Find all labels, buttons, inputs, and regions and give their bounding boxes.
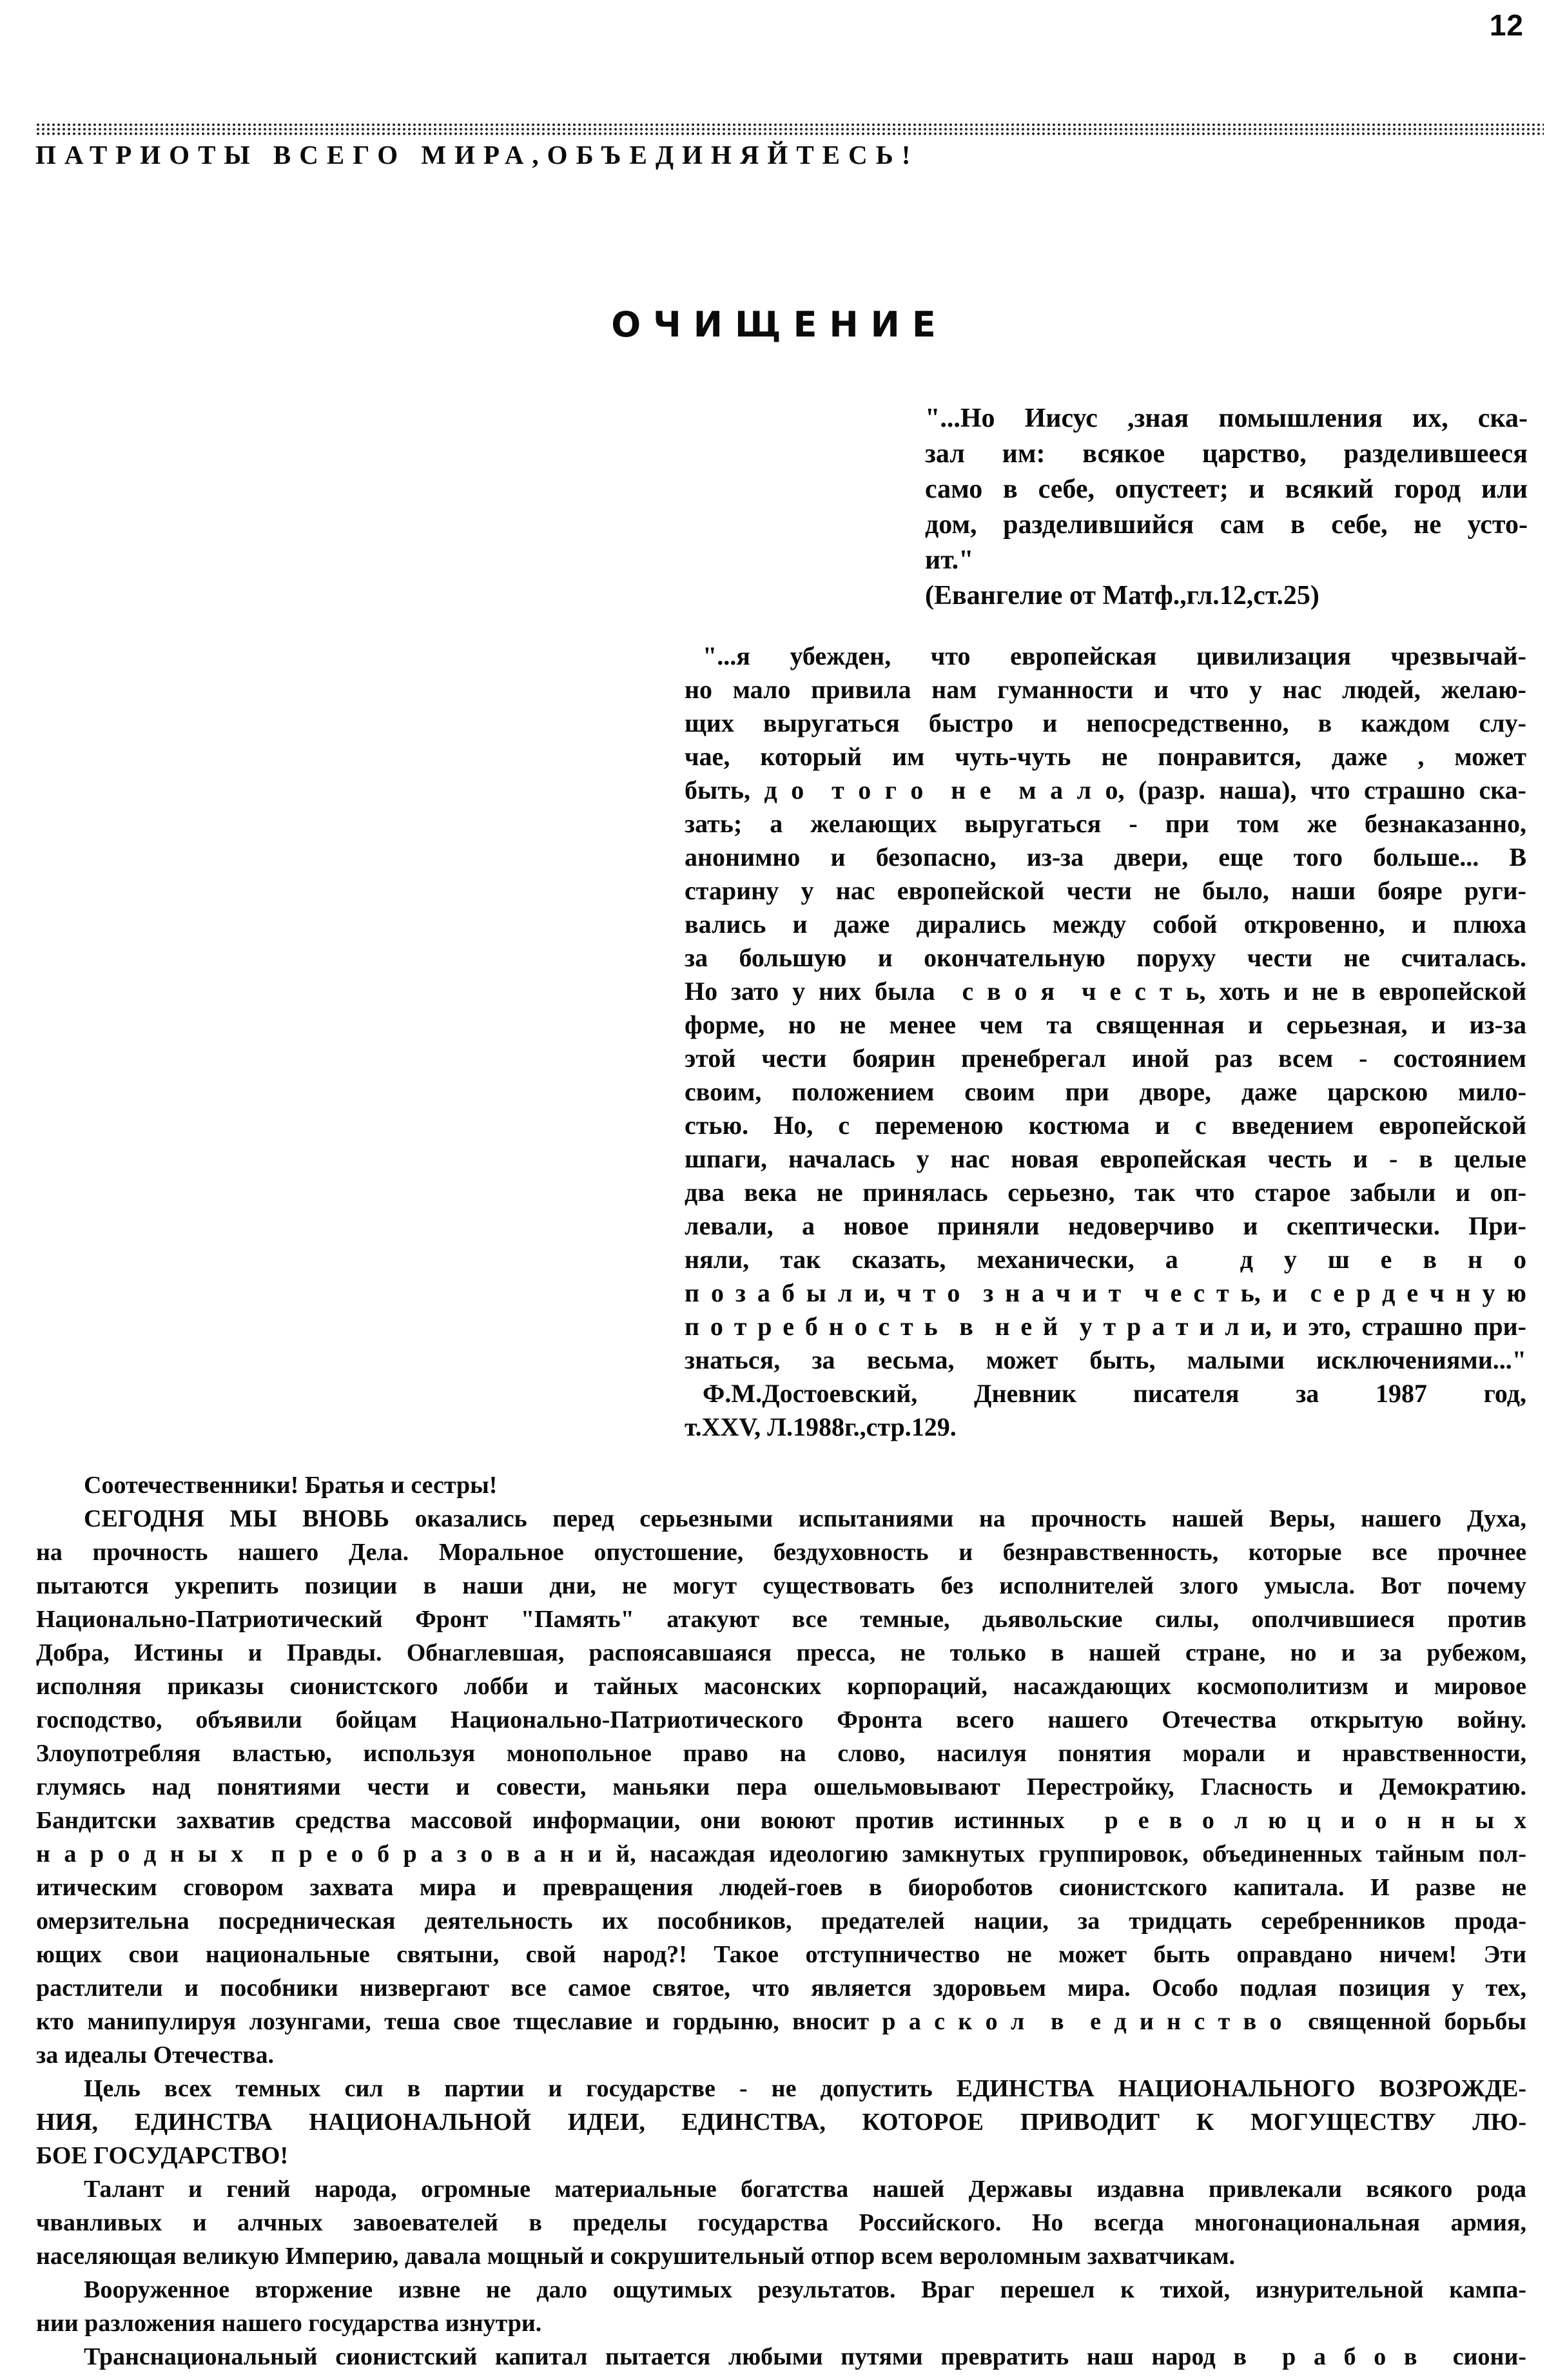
text-line: СЕГОДНЯ МЫ ВНОВЬ оказались перед серьезными испытаниями на прочность нашей Веры, нашего Духа, bbox=[84, 1505, 1526, 1532]
text-line: омерзительна посредническая деятельность их пособников, предателей нации, за тридцать серебренников прода- bbox=[36, 1907, 1526, 1935]
text-line: форме, но не менее чем та священная и серьезная, и из-за bbox=[685, 1010, 1526, 1039]
text-line: т.XXV, Л.1988г.,стр.129. bbox=[685, 1412, 957, 1441]
gospel-epigraph bbox=[925, 401, 1528, 614]
text-line: Добра, Истины и Правды. Обнаглевшая, распоясавшаяся пресса, не только в нашей стране, но и за рубежом, bbox=[36, 1639, 1526, 1666]
text-line: Национально-Патриотический Фронт "Память" атакуют все темные, дьявольские силы, ополчившиеся против bbox=[36, 1606, 1526, 1633]
text-line: шпаги, началась у нас новая европейская честь и - в целые bbox=[685, 1144, 1526, 1173]
text-line: знаться, за весьма, может быть, малыми исключениями..." bbox=[685, 1345, 1526, 1374]
text-line: господство, объявили бойцам Национально-Патриотического Фронта всего нашего Отечества открытую войну. bbox=[36, 1706, 1526, 1733]
text-line: за идеалы Отечества. bbox=[36, 2042, 275, 2069]
text-line: Злоупотребляя властью, используя монопольное право на слово, насилуя понятия морали и нравственности, bbox=[36, 1740, 1526, 1767]
text-line: Соотечественники! Братья и сестры! bbox=[84, 1472, 498, 1499]
text-line: "...я убежден, что европейская цивилизация чрезвычай- bbox=[703, 641, 1526, 670]
text-line: п о т р е б н о с т ь в н е й у т р а т и л и, и это, страшно при- bbox=[685, 1312, 1526, 1341]
text-line: НИЯ, ЕДИНСТВА НАЦИОНАЛЬНОЙ ИДЕИ, ЕДИНСТВА, КОТОРОЕ ПРИВОДИТ К МОГУЩЕСТВУ ЛЮ- bbox=[36, 2109, 1526, 2136]
text-line: но мало привила нам гуманности и что у нас людей, желаю- bbox=[685, 675, 1526, 704]
text-line: Ф.М.Достоевский, Дневник писателя за 1987 год, bbox=[703, 1379, 1526, 1408]
text-line: два века не принялась серьезно, так что старое забыли и оп- bbox=[685, 1178, 1526, 1207]
text-line: пытаются укрепить позиции в наши дни, не могут существовать без исполнителей злого умысла. Вот почему bbox=[36, 1572, 1526, 1599]
text-line: исполняя приказы сионистского лобби и тайных масонских корпораций, насаждающих космополитизм и мировое bbox=[36, 1673, 1526, 1700]
text-line: Транснациональный сионистский капитал пытается любыми путями превратить наш народ в р а б о в сиони- bbox=[84, 2343, 1526, 2370]
text-line: зать; а желающих выругаться - при том же безнаказанно, bbox=[685, 809, 1526, 838]
text-line: зал им: всякое царство, разделившееся bbox=[925, 439, 1528, 469]
text-line: Но зато у них была с в о я ч е с т ь, хоть и не в европейской bbox=[685, 977, 1526, 1006]
dostoevsky-epigraph bbox=[685, 639, 1526, 1444]
text-line: растлители и пособники низвергают все самое святое, что является здоровьем мира. Особо подлая позиция у тех, bbox=[36, 1975, 1526, 2002]
text-line: этой чести боярин пренебрегал иной раз всем - состоянием bbox=[685, 1044, 1526, 1073]
text-line: быть, д о т о г о н е м а л о, (разр. наша), что страшно ска- bbox=[685, 775, 1526, 805]
text-line: нии разложения нашего государства изнутри. bbox=[36, 2310, 542, 2337]
text-line: на прочность нашего Дела. Моральное опустошение, бездуховность и безнравственность, которые все прочнее bbox=[36, 1539, 1526, 1566]
text-line: стью. Но, с переменою костюма и с введением европейской bbox=[685, 1111, 1526, 1140]
text-line: Бандитски захватив средства массовой информации, они воюют против истинных р е в о л ю ц и о н н ы х bbox=[36, 1807, 1526, 1834]
text-line: "...Но Иисус ,зная помышления их, ска- bbox=[925, 404, 1528, 433]
text-line: чванливых и алчных завоевателей в пределы государства Российского. Но всегда многонациональная армия, bbox=[36, 2209, 1526, 2236]
text-line: Вооруженное вторжение извне не дало ощутимых результатов. Враг перешел к тихой, изнурительной кампа- bbox=[84, 2276, 1526, 2303]
page-number: 12 bbox=[1489, 8, 1524, 42]
text-line: своим, положением своим при дворе, даже царскою мило- bbox=[685, 1077, 1526, 1106]
text-line: (Евангелие от Матф.,гл.12,ст.25) bbox=[925, 581, 1319, 610]
text-line: няли, так сказать, механически, а д у ш е в н о bbox=[685, 1245, 1526, 1274]
header-slogan: ПАТРИОТЫ ВСЕГО МИРА,ОБЪЕДИНЯЙТЕСЬ! bbox=[35, 140, 919, 170]
text-line: населяющая великую Империю, давала мощный и сокрушительный отпор всем вероломным захватчикам. bbox=[36, 2243, 1236, 2270]
text-line: само в себе, опустеет; и всякий город или bbox=[925, 474, 1528, 504]
text-line: кто манипулируя лозунгами, теша свое тщеславие и гордыню, вносит р а с к о л в е д и н с т в о священной борьбы bbox=[36, 2008, 1526, 2035]
body-text bbox=[36, 1468, 1526, 2374]
text-line: н а р о д н ы х п р е о б р а з о в а н и й, насаждая идеологию замкнутых группировок, объединенных тайным пол- bbox=[36, 1840, 1526, 1868]
text-line: ит." bbox=[925, 545, 974, 575]
text-line: анонимно и безопасно, из-за двери, еще того больше... В bbox=[685, 843, 1526, 872]
text-line: щих выругаться быстро и непосредственно, в каждом слу- bbox=[685, 708, 1526, 737]
text-line: левали, а новое приняли недоверчиво и скептически. При- bbox=[685, 1211, 1526, 1240]
text-line: п о з а б ы л и, ч т о з н а ч и т ч е с т ь, и с е р д е ч н у ю bbox=[685, 1278, 1526, 1307]
text-line: за большую и окончательную поруху чести не считалась. bbox=[685, 943, 1526, 972]
text-line: глумясь над понятиями чести и совести, маньяки пера ошельмовывают Перестройку, Гласность и Демократию. bbox=[36, 1773, 1526, 1800]
article-title: ОЧИЩЕНИЕ bbox=[611, 304, 948, 345]
text-line: ющих свои национальные святыни, свой народ?! Такое отступничество не может быть оправдано ничем! Эти bbox=[36, 1941, 1526, 1968]
text-line: дом, разделившийся сам в себе, не усто- bbox=[925, 510, 1528, 540]
text-line: Цель всех темных сил в партии и государстве - не допустить ЕДИНСТВА НАЦИОНАЛЬНОГО ВОЗРОЖДЕ- bbox=[84, 2075, 1526, 2102]
text-line: Талант и гений народа, огромные материальные богатства нашей Державы издавна привлекали всякого рода bbox=[84, 2176, 1526, 2203]
text-line: старину у нас европейской чести не было, наши бояре руги- bbox=[685, 876, 1526, 905]
text-line: БОЕ ГОСУДАРСТВО! bbox=[36, 2142, 289, 2169]
text-line: чае, который им чуть-чуть не понравится, даже , может bbox=[685, 742, 1526, 771]
dotted-divider bbox=[35, 122, 1544, 136]
text-line: вались и даже дирались между собой откровенно, и плюха bbox=[685, 910, 1526, 939]
text-line: итическим сговором захвата мира и превращения людей-гоев в биороботов сионистского капитала. И разве не bbox=[36, 1874, 1526, 1901]
